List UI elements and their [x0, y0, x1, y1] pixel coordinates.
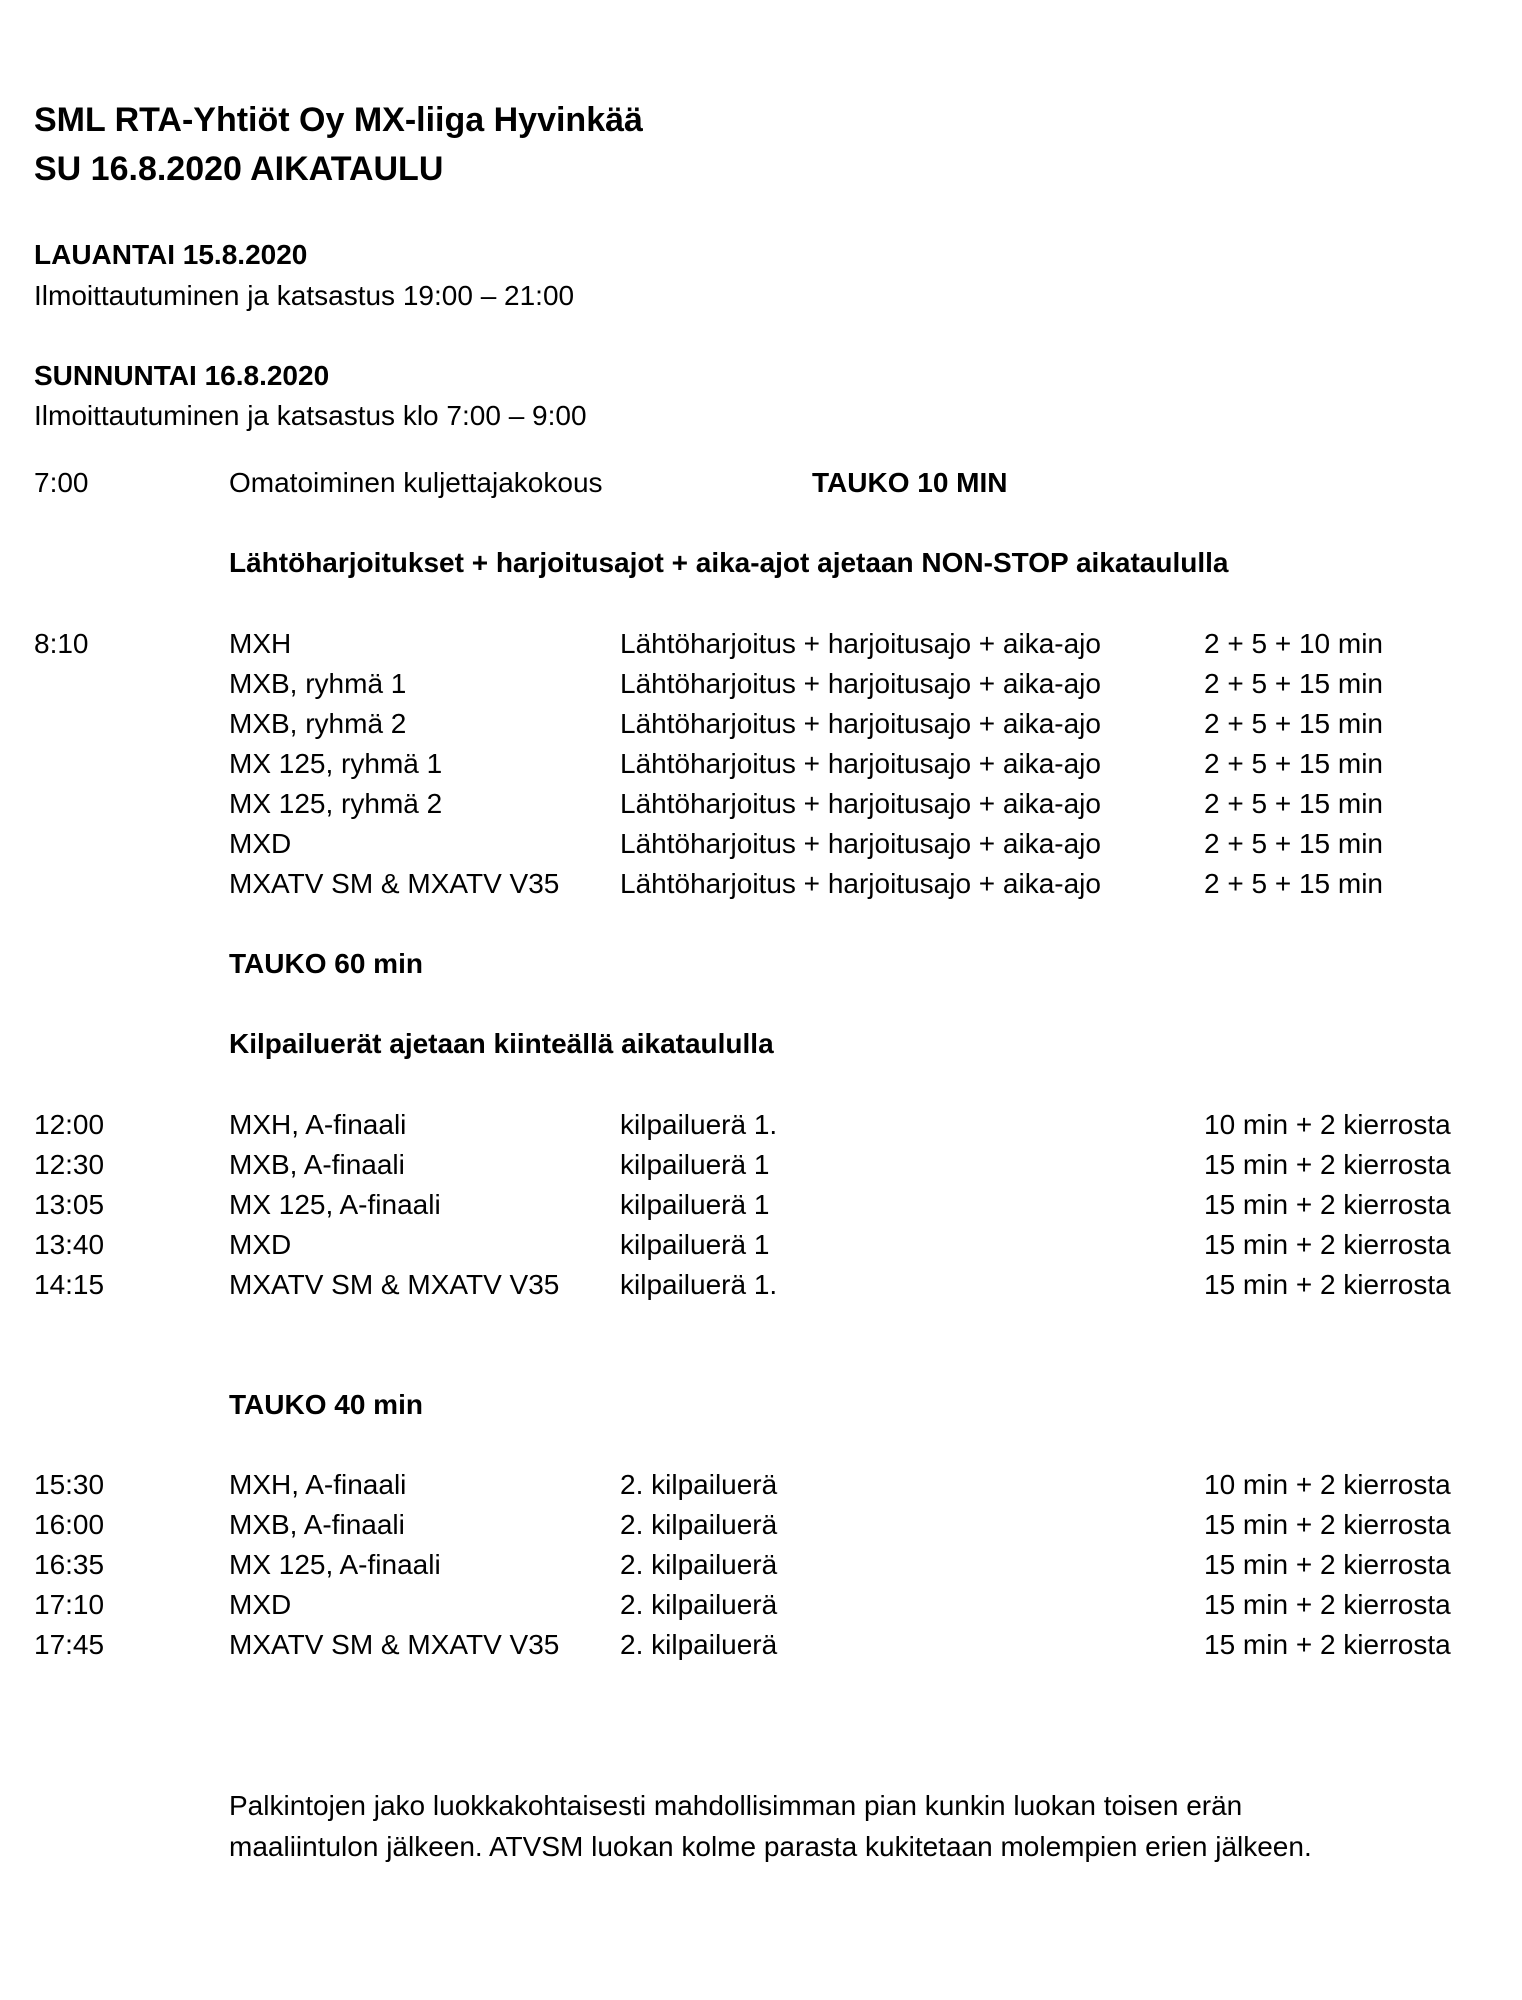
race-desc: kilpailuerä 1 [620, 1149, 770, 1180]
race-time: 14:15 [34, 1269, 105, 1300]
practice-class: MXATV SM & MXATV V35 [229, 868, 560, 899]
practice-duration: 2 + 5 + 10 min [1204, 628, 1384, 659]
practice-desc: Lähtöharjoitus + harjoitusajo + aika-ajo [620, 788, 1101, 819]
race-time: 13:40 [34, 1229, 105, 1260]
race-time: 16:35 [34, 1549, 105, 1580]
practice-desc: Lähtöharjoitus + harjoitusajo + aika-ajo [620, 708, 1101, 739]
race-time: 13:05 [34, 1189, 105, 1220]
race-duration: 15 min + 2 kierrosta [1204, 1269, 1451, 1300]
race-desc: 2. kilpailuerä [620, 1589, 778, 1620]
race-desc: kilpailuerä 1 [620, 1229, 770, 1260]
race-desc: kilpailuerä 1. [620, 1269, 778, 1300]
meeting-label: Omatoiminen kuljettajakokous [229, 467, 603, 498]
race-class: MXATV SM & MXATV V35 [229, 1269, 560, 1300]
practice-duration: 2 + 5 + 15 min [1204, 828, 1384, 859]
race-duration: 15 min + 2 kierrosta [1204, 1549, 1451, 1580]
race-duration: 15 min + 2 kierrosta [1204, 1229, 1451, 1260]
race-duration: 15 min + 2 kierrosta [1204, 1589, 1451, 1620]
race-desc: 2. kilpailuerä [620, 1509, 778, 1540]
race-desc: 2. kilpailuerä [620, 1469, 778, 1500]
race-duration: 10 min + 2 kierrosta [1204, 1109, 1451, 1140]
race-class: MXH, A-finaali [229, 1469, 407, 1500]
practice-heading: Lähtöharjoitukset + harjoitusajot + aika-ajot ajetaan NON-STOP aikataululla [229, 547, 1229, 578]
race-class: MXD [229, 1229, 292, 1260]
practice-class: MX 125, ryhmä 1 [229, 748, 443, 779]
race-class: MXD [229, 1589, 292, 1620]
practice-desc: Lähtöharjoitus + harjoitusajo + aika-ajo [620, 748, 1101, 779]
race-class: MXH, A-finaali [229, 1109, 407, 1140]
document-title-line1: SML RTA-Yhtiöt Oy MX-liiga Hyvinkää [34, 101, 643, 139]
race-duration: 15 min + 2 kierrosta [1204, 1189, 1451, 1220]
race-time: 15:30 [34, 1469, 105, 1500]
race-duration: 15 min + 2 kierrosta [1204, 1629, 1451, 1660]
race-class: MX 125, A-finaali [229, 1549, 441, 1580]
practice-class: MX 125, ryhmä 2 [229, 788, 443, 819]
race-time: 17:45 [34, 1629, 105, 1660]
practice-class: MXH [229, 628, 292, 659]
race-class: MX 125, A-finaali [229, 1189, 441, 1220]
sunday-text: Ilmoittautuminen ja katsastus klo 7:00 – 9:00 [34, 400, 587, 431]
race-time: 12:30 [34, 1149, 105, 1180]
practice-duration: 2 + 5 + 15 min [1204, 868, 1384, 899]
break-40-heading: TAUKO 40 min [229, 1389, 423, 1420]
saturday-text: Ilmoittautuminen ja katsastus 19:00 – 21:00 [34, 280, 575, 311]
footer-note-line2: maaliintulon jälkeen. ATVSM luokan kolme parasta kukitetaan molempien erien jälkeen. [229, 1831, 1312, 1862]
meeting-time: 7:00 [34, 467, 89, 498]
race-class: MXB, A-finaali [229, 1149, 405, 1180]
practice-duration: 2 + 5 + 15 min [1204, 668, 1384, 699]
saturday-heading: LAUANTAI 15.8.2020 [34, 239, 308, 270]
race-desc: 2. kilpailuerä [620, 1549, 778, 1580]
sunday-heading: SUNNUNTAI 16.8.2020 [34, 360, 330, 391]
practice-desc: Lähtöharjoitus + harjoitusajo + aika-ajo [620, 628, 1101, 659]
practice-desc: Lähtöharjoitus + harjoitusajo + aika-ajo [620, 868, 1101, 899]
practice-duration: 2 + 5 + 15 min [1204, 708, 1384, 739]
race-time: 16:00 [34, 1509, 105, 1540]
race-class: MXATV SM & MXATV V35 [229, 1629, 560, 1660]
race-duration: 10 min + 2 kierrosta [1204, 1469, 1451, 1500]
break-60-heading: TAUKO 60 min [229, 948, 423, 979]
practice-desc: Lähtöharjoitus + harjoitusajo + aika-ajo [620, 668, 1101, 699]
race-desc: kilpailuerä 1. [620, 1109, 778, 1140]
race-duration: 15 min + 2 kierrosta [1204, 1509, 1451, 1540]
race-desc: kilpailuerä 1 [620, 1189, 770, 1220]
race-heading: Kilpailuerät ajetaan kiinteällä aikataululla [229, 1028, 774, 1059]
document-title-line2: SU 16.8.2020 AIKATAULU [34, 150, 444, 188]
footer-note-line1: Palkintojen jako luokkakohtaisesti mahdollisimman pian kunkin luokan toisen erän [229, 1790, 1243, 1821]
race-desc: 2. kilpailuerä [620, 1629, 778, 1660]
practice-duration: 2 + 5 + 15 min [1204, 788, 1384, 819]
race-duration: 15 min + 2 kierrosta [1204, 1149, 1451, 1180]
practice-duration: 2 + 5 + 15 min [1204, 748, 1384, 779]
practice-class: MXB, ryhmä 2 [229, 708, 407, 739]
race-time: 12:00 [34, 1109, 105, 1140]
practice-class: MXD [229, 828, 292, 859]
meeting-break: TAUKO 10 MIN [812, 467, 1008, 498]
practice-desc: Lähtöharjoitus + harjoitusajo + aika-ajo [620, 828, 1101, 859]
race-class: MXB, A-finaali [229, 1509, 405, 1540]
practice-start-time: 8:10 [34, 628, 89, 659]
race-time: 17:10 [34, 1589, 105, 1620]
practice-class: MXB, ryhmä 1 [229, 668, 407, 699]
